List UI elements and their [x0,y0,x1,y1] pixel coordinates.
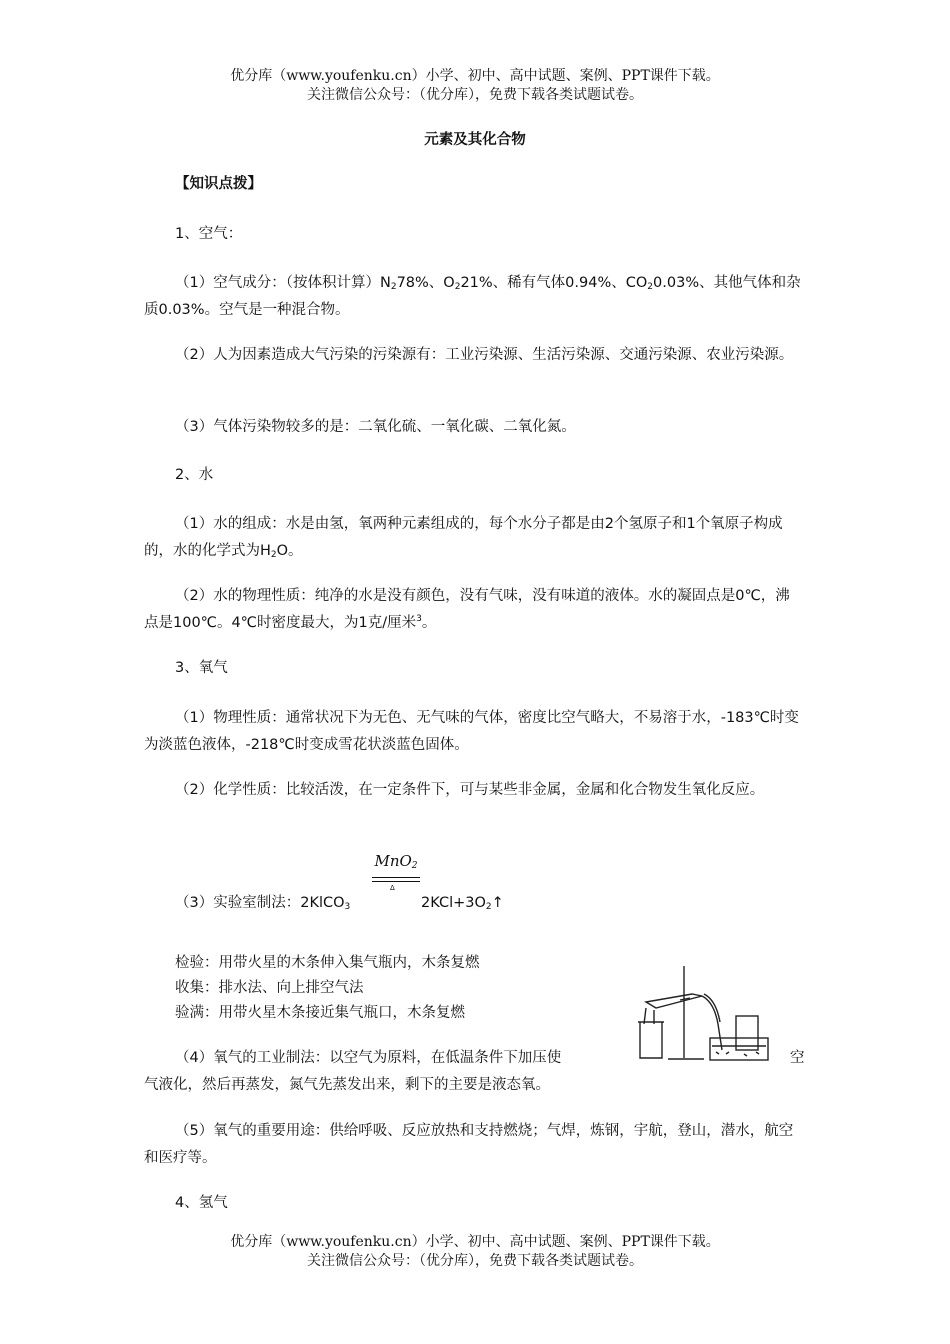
page-footer-line2: 关注微信公众号：（优分库），免费下载各类试题试卷。 [307,1253,643,1269]
lab-preparation: （3）实验室制法：2KlCO$_3$ [175,895,351,912]
oxygen-full-check: 验满：用带火星木条接近集气瓶口，木条复燃 [175,1005,465,1021]
oxygen-industrial-continued: 气液化，然后再蒸发，氮气先蒸发出来，剩下的主要是液态氧。 [144,1077,550,1093]
equation-line-top [372,877,420,878]
air-pollution-sources: （2）人为因素造成大气污染的污染源有：工业污染源、生活污染源、交通污染源、农业污染源。 [175,347,794,363]
oxygen-collect: 收集：排水法、向上排空气法 [175,980,364,996]
lab-preparation-product: $2KCl+3O_2↑$ [421,895,504,912]
heat-mark: Δ [390,884,395,892]
heading-air: 1、空气： [175,226,243,242]
oxygen-chemical-properties: （2）化学性质：比较活泼，在一定条件下，可与某些非金属，金属和化合物发生氧化反应。 [175,782,765,798]
page-header-line2: 关注微信公众号：（优分库），免费下载各类试题试卷。 [307,87,643,103]
heading-water: 2、水 [175,467,214,483]
oxygen-industrial-trailing-char: 空 [790,1050,805,1066]
equation-line-bottom [372,881,420,882]
heading-hydrogen: 4、氢气 [175,1195,228,1211]
document-title: 元素及其化合物 [424,132,526,148]
page-footer-line1: 优分库（www.youfenku.cn）小学、初中、高中试题、案例、PPT课件下载。 [230,1234,720,1250]
water-physical-properties: （2）水的物理性质：纯净的水是没有颜色，没有气味，没有味道的液体。水的凝固点是0℃，沸点是100℃。4℃时密度最大，为1克/厘米$^3$。 [144,588,790,631]
air-gas-pollutants: （3）气体污染物较多的是：二氧化硫、一氧化碳、二氧化氮。 [175,419,576,435]
page-header-line1: 优分库（www.youfenku.cn）小学、初中、高中试题、案例、PPT课件下载。 [230,68,720,84]
water-composition: （1）水的组成：水是由氢，氧两种元素组成的，每个水分子都是由2个氢原子和1个氧原子构成的，水的化学式为$H_2O$。 [144,516,783,560]
section-label: 【知识点拨】 [175,176,262,192]
oxygen-industrial-preparation: （4）氧气的工业制法：以空气为原料，在低温条件下加压使 [175,1050,562,1066]
oxygen-test: 检验：用带火星的木条伸入集气瓶内，木条复燃 [175,955,480,971]
air-composition: （1）空气成分：（按体积计算）$N_278\%$、$O_221\%$、稀有气体0.94%、$CO_20.03\%$、其他气体和杂质0.03%。空气是一种混合物。 [144,275,801,318]
catalyst-label: MnO$_2$ [374,852,418,871]
oxygen-uses: （5）氧气的重要用途：供给呼吸、反应放热和支持燃烧；气焊，炼钢，宇航，登山，潜水，航空和医疗等。 [144,1123,794,1166]
oxygen-physical-properties: （1）物理性质：通常状况下为无色、无气味的气体，密度比空气略大，不易溶于水，-183℃时变为淡蓝色液体，-218℃时变成雪花状淡蓝色固体。 [144,710,799,753]
heading-oxygen: 3、氧气 [175,660,228,676]
